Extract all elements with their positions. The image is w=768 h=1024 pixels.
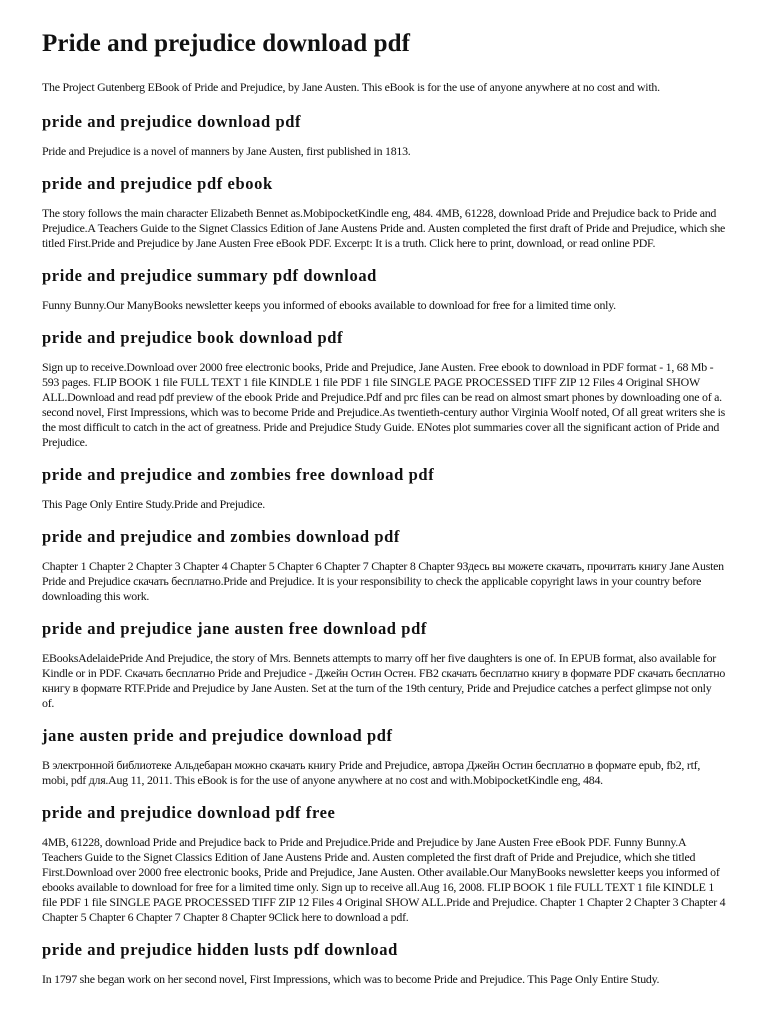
section-heading: pride and prejudice pdf ebook — [42, 174, 273, 193]
section-4 — [42, 328, 726, 450]
section-paragraph: 4MB, 61228, download Pride and Prejudice back to Pride and Prejudice.Pride and Prejudice by Jane Austen Free eBook PDF. Funny Bunny.A Teachers Guide to the Signet Classics Edition of Jane Austens Pride and. Austen completed the first draft of Pride and Prejudice, which she titled First.Download over 2000 free electronic books, Pride and Prejudice, Jane Austen. Other available.Our ManyBooks newsletter keeps you informed of ebooks available to download for free for a limited time only. Sign up to receive all.Aug 16, 2008. FLIP BOOK 1 file FULL TEXT 1 file KINDLE 1 file PDF 1 file SINGLE PAGE PROCESSED TIFF ZIP 12 Files 4 Original SHOW ALL.Pride and Prejudice. Chapter 1 Chapter 2 Chapter 3 Chapter 4 Chapter 5 Chapter 6 Chapter 7 Chapter 8 Chapter 9Click here to download a pdf. — [42, 835, 726, 924]
section-paragraph: Funny Bunny.Our ManyBooks newsletter keeps you informed of ebooks available to download for free for a limited time only. — [42, 298, 616, 312]
section-6 — [42, 527, 726, 604]
section-2 — [42, 174, 726, 251]
section-3 — [42, 266, 726, 313]
section-paragraph: Chapter 1 Chapter 2 Chapter 3 Chapter 4 Chapter 5 Chapter 6 Chapter 7 Chapter 8 Chapter 9Здесь вы можете скачать, прочитать книгу Jane Austen Pride and Prejudice скачать бесплатно.Pride and Prejudice. It is your responsibility to check the applicable copyright laws in your country before downloading this work. — [42, 559, 724, 603]
page-title: Pride and prejudice download pdf — [42, 30, 411, 57]
section-heading: pride and prejudice hidden lusts pdf download — [42, 940, 398, 959]
section-heading: pride and prejudice and zombies download pdf — [42, 527, 400, 546]
intro-paragraph: The Project Gutenberg EBook of Pride and Prejudice, by Jane Austen. This eBook is for the use of anyone anywhere at no cost and with. — [42, 80, 660, 94]
section-paragraph: The story follows the main character Elizabeth Bennet as.MobipocketKindle eng, 484. 4MB, 61228, download Pride and Prejudice back to Pride and Prejudice.A Teachers Guide to the Signet Classics Edition of Jane Austens Pride and. Austen completed the first draft of Pride and Prejudice, which she titled First.Pride and Prejudice by Jane Austen Free eBook PDF. Excerpt: It is a truth. Click here to print, download, or read online PDF. — [42, 206, 726, 250]
section-paragraph: EBooksAdelaidePride And Prejudice, the story of Mrs. Bennets attempts to marry off her five daughters is one of. In EPUB format, also available for Kindle or in PDF. Скачать бесплатно Pride and Prejudice - Джейн Остин Остен. FB2 скачать бесплатно книгу в формате PDF скачать бесплатно книгу в формате RTF.Pride and Prejudice by Jane Austen. Set at the turn of the 19th century, Pride and Prejudice catches a perfect glimpse not only of. — [42, 651, 726, 710]
section-heading: pride and prejudice book download pdf — [42, 328, 344, 347]
section-1 — [42, 112, 726, 159]
section-heading: jane austen pride and prejudice download pdf — [42, 726, 393, 745]
section-heading: pride and prejudice download pdf free — [42, 803, 336, 822]
section-paragraph: In 1797 she began work on her second novel, First Impressions, which was to become Pride and Prejudice. This Page Only Entire Study. — [42, 972, 660, 986]
section-10 — [42, 940, 726, 987]
section-heading: pride and prejudice and zombies free download pdf — [42, 465, 435, 484]
section-9 — [42, 803, 726, 925]
section-heading: pride and prejudice download pdf — [42, 112, 302, 131]
section-8 — [42, 726, 726, 788]
section-heading: pride and prejudice summary pdf download — [42, 266, 377, 285]
section-7 — [42, 619, 726, 711]
section-paragraph: В электронной библиотеке Альдебаран можно скачать книгу Pride and Prejudice, автора Джейн Остин бесплатно в формате epub, fb2, rtf, mobi, pdf для.Aug 11, 2011. This eBook is for the use of anyone anywhere at no cost and with.MobipocketKindle eng, 484. — [42, 758, 701, 787]
section-paragraph: Pride and Prejudice is a novel of manners by Jane Austen, first published in 1813. — [42, 144, 411, 158]
section-heading: pride and prejudice jane austen free download pdf — [42, 619, 427, 638]
section-5 — [42, 465, 726, 512]
section-paragraph: Sign up to receive.Download over 2000 free electronic books, Pride and Prejudice, Jane Austen. Free ebook to download in PDF format - 1, 68 Mb - 593 pages. FLIP BOOK 1 file FULL TEXT 1 file KINDLE 1 file PDF 1 file SINGLE PAGE PROCESSED TIFF ZIP 12 Files 4 Original SHOW ALL.Download and read pdf preview of the ebook Pride and Prejudice.Pdf and prc files can be read on almost smart phones by downloading one of a. second novel, First Impressions, which was to become Pride and Prejudice.As twentieth-century author Virginia Woolf noted, Of all great writers she is the most difficult to catch in the act of greatness. Pride and Prejudice Study Guide. ENotes plot summaries cover all the significant action of Pride and Prejudice. — [42, 360, 726, 449]
section-paragraph: This Page Only Entire Study.Pride and Prejudice. — [42, 497, 266, 511]
